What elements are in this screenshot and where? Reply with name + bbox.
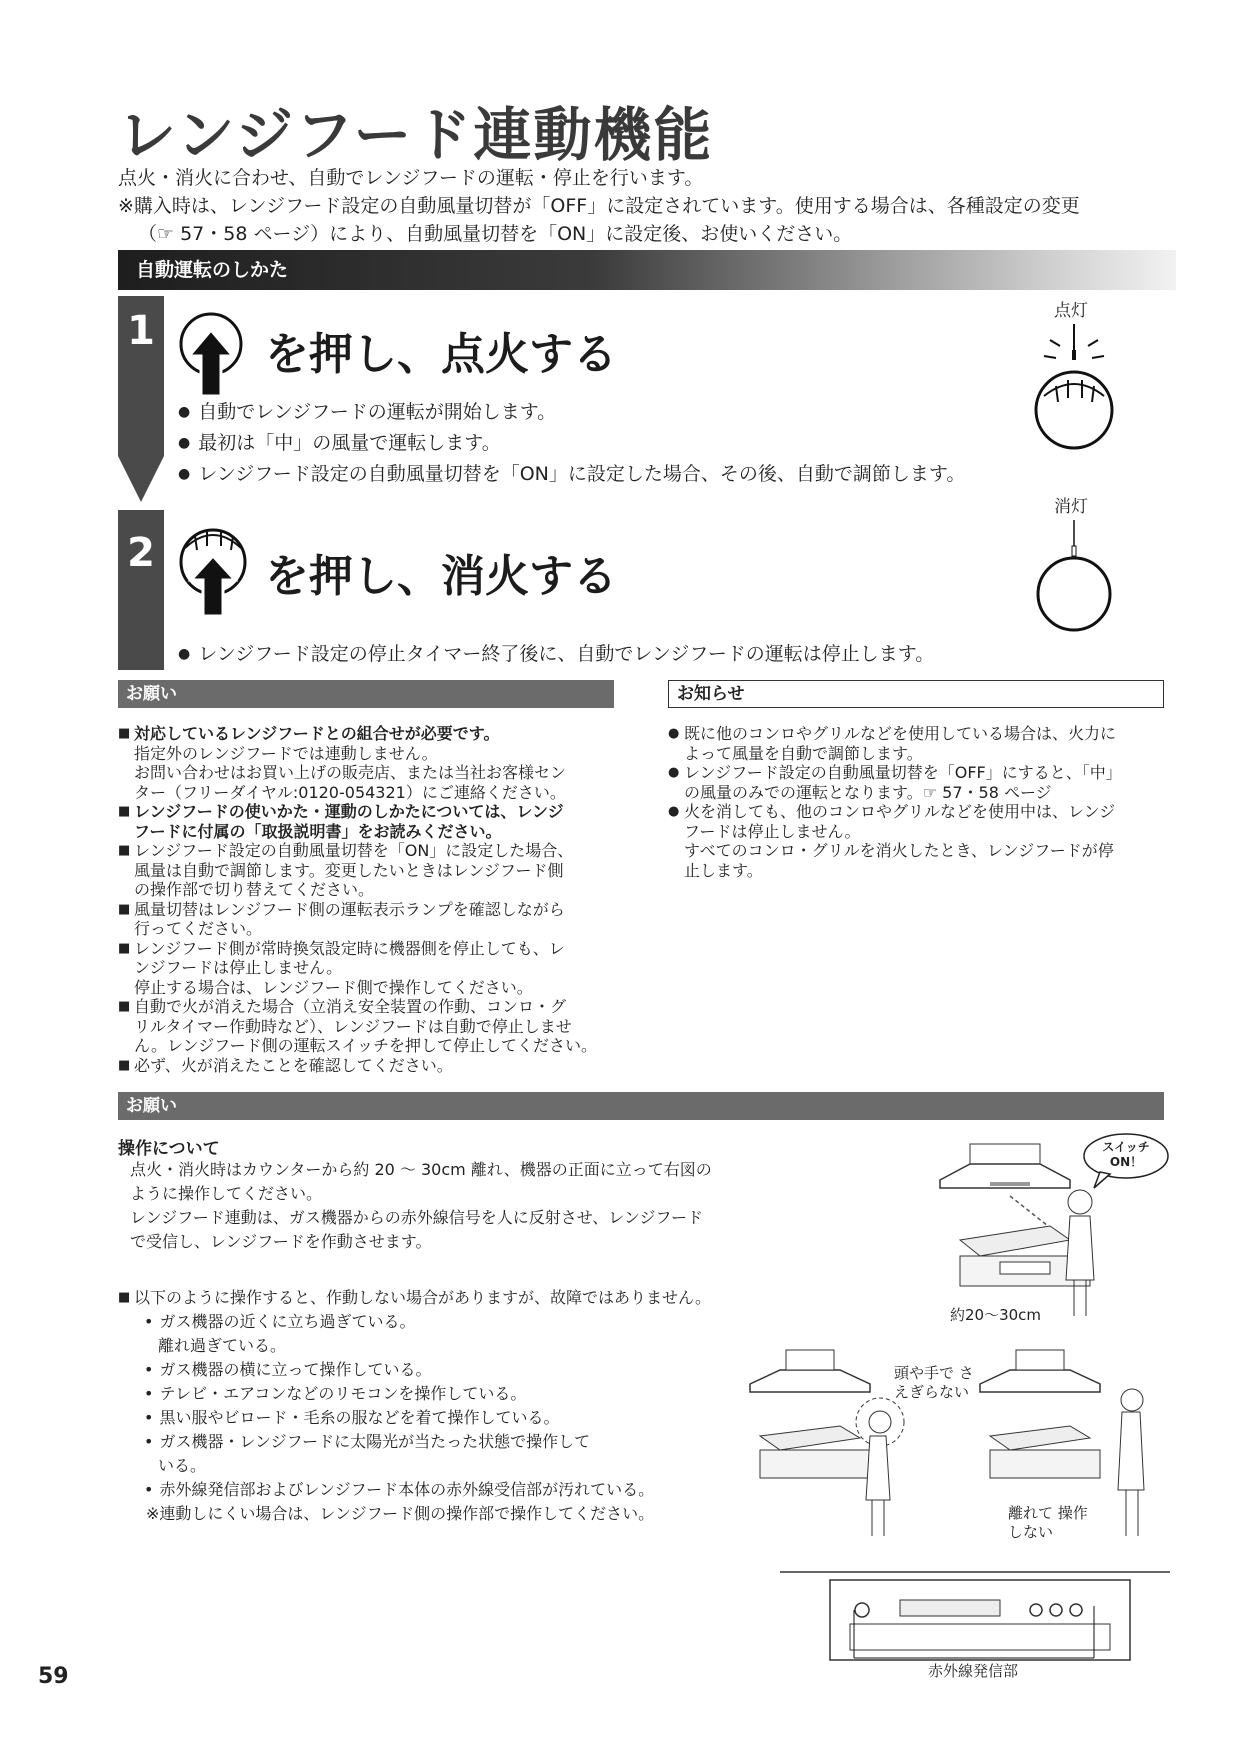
knob-unlit-icon — [1030, 516, 1120, 640]
note-line: ● レンジフード設定の自動風量切替を「OFF」にすると、「中」 — [668, 763, 1168, 783]
knob-lit-icon — [1030, 320, 1120, 464]
note-line: ■ レンジフードの使いかた・運動のしかたについては、レンジ — [118, 802, 618, 822]
note-line: ター（フリーダイヤル:0120-054321）にご連絡ください。 — [134, 782, 566, 802]
condition-item: • ガス機器の横に立って操作している。 — [144, 1358, 778, 1382]
condition-item: • 赤外線発信部およびレンジフード本体の赤外線受信部が汚れている。 — [144, 1478, 778, 1502]
intro-line: 点火・消火に合わせ、自動でレンジフードの運転・停止を行います。 — [118, 167, 704, 189]
note-line: 止します。 — [684, 860, 763, 880]
paragraph-line: 点火・消火時はカウンターから約 20 ～ 30cm 離れ、機器の正面に立って右図の — [130, 1160, 712, 1179]
note-line: ■ 必ず、火が消えたことを確認してください。 — [118, 1056, 618, 1076]
note-line: ■ 対応しているレンジフードとの組合せが必要です。 — [118, 724, 618, 744]
note-line: お問い合わせはお買い上げの販売店、または当社お客様セン — [134, 763, 567, 782]
warning-text — [118, 1286, 778, 1310]
paragraph-line: ように操作してください。 — [130, 1184, 323, 1203]
far-label: 離れて 操作しない — [1008, 1504, 1088, 1541]
condition-item: 離れ過ぎている。 — [158, 1336, 287, 1355]
step2-bullets — [178, 640, 934, 671]
step1-number: 1 — [127, 308, 155, 354]
intro-line: （☞ 57・58 ページ）により、自動風量切替を「ON」に設定後、お使いください。 — [138, 223, 853, 245]
list-item: ● レンジフード設定の停止タイマー終了後に、自動でレンジフードの運転は停止します。 — [178, 640, 934, 671]
note-line: の風量のみでの運転となります。☞ 57・58 ページ — [684, 782, 1052, 802]
onegai2-header: お願い — [118, 1092, 1164, 1120]
condition-item: • ガス機器の近くに立ち過ぎている。 — [144, 1310, 778, 1334]
operation-subtitle: 操作について — [118, 1139, 220, 1159]
knob-push-icon — [175, 518, 255, 622]
knob-push-icon — [175, 310, 255, 402]
note-line: フードは停止しません。 — [684, 821, 861, 841]
note-line: ■ 自動で火が消えた場合（立消え安全装置の作動、コンロ・グ — [118, 997, 618, 1017]
condition-item: • テレビ・エアコンなどのリモコンを操作している。 — [144, 1382, 778, 1406]
note-line: ■ レンジフード設定の自動風量切替を「ON」に設定した場合、 — [118, 841, 618, 861]
step2-bar — [118, 510, 164, 670]
step2-number: 2 — [127, 530, 155, 576]
knob-unlit-label: 消灯 — [1054, 497, 1088, 517]
note-line: 指定外のレンジフードでは連動しません。 — [134, 743, 438, 763]
warning-label: 以下のように操作すると、作動しない場合がありますが、故障ではありません。 — [134, 1288, 711, 1307]
knob-lit-label: 点灯 — [1054, 301, 1088, 321]
note-line: 停止する場合は、レンジフード側で操作してください。 — [134, 977, 533, 997]
square-bullet-icon: ■ — [118, 1290, 131, 1305]
page-number: 59 — [38, 1664, 69, 1689]
condition-item: • 黒い服やビロード・毛糸の服などを着て操作している。 — [144, 1406, 778, 1430]
note-line: 行ってください。 — [134, 919, 263, 938]
note-line: ■ 風量切替はレンジフード側の運転表示ランプを確認しながら — [118, 900, 618, 920]
note-line: ンジフードは停止しません。 — [134, 958, 343, 977]
note-line: ● 既に他のコンロやグリルなどを使用している場合は、火力に — [668, 724, 1168, 744]
note-line: ● 火を消しても、他のコンロやグリルなどを使用中は、レンジ — [668, 802, 1168, 822]
section-title: 自動運転のしかた — [118, 250, 1176, 290]
note-line: すべてのコンロ・グリルを消火したとき、レンジフードが停 — [684, 841, 1114, 860]
condition-item: • ガス機器・レンジフードに太陽光が当たった状態で操作して — [144, 1430, 778, 1454]
condition-note: ※連動しにくい場合は、レンジフード側の操作部で操作してください。 — [146, 1504, 655, 1523]
speech-text: スイッチ ON！ — [1102, 1140, 1150, 1169]
distance-label: 約20～30cm — [950, 1306, 1042, 1324]
step1-bullets — [178, 398, 965, 491]
oshirase-notes — [668, 724, 1168, 880]
page-title: レンジフード連動機能 — [118, 101, 714, 169]
list-item: ● 自動でレンジフードの運転が開始します。 — [178, 398, 965, 429]
list-item: ● レンジフード設定の自動風量切替を「ON」に設定した場合、その後、自動で調節します。 — [178, 460, 965, 491]
note-line: リルタイマー作動時など）、レンジフードは自動で停止しませ — [134, 1016, 572, 1036]
paragraph-line: レンジフード連動は、ガス機器からの赤外線信号を人に反射させ、レンジフード — [130, 1208, 703, 1227]
note-line: の操作部で切り替えてください。 — [134, 880, 375, 899]
operation-text — [130, 1158, 770, 1254]
note-line: ん。レンジフード側の運転スイッチを押して停止してください。 — [134, 1036, 598, 1055]
onegai-notes — [118, 724, 618, 1075]
blocked-label: 頭や手で さえぎらない — [894, 1364, 974, 1401]
note-line: フードに付属の「取扱説明書」をお読みください。 — [134, 821, 502, 841]
step2-heading: を押し、消火する — [265, 551, 617, 602]
step1-heading: を押し、点火する — [265, 329, 617, 380]
intro-line: ※購入時は、レンジフード設定の自動風量切替が「OFF」に設定されています。使用する場合は、各種設定の変更 — [118, 195, 1080, 217]
onegai-header: お願い — [118, 680, 614, 708]
note-line: 風量は自動で調節します。変更したいときはレンジフード側 — [134, 860, 564, 880]
receiver-label: 赤外線発信部 — [928, 1662, 1019, 1680]
list-item: ● 最初は「中」の風量で運転します。 — [178, 429, 965, 460]
oshirase-header: お知らせ — [668, 680, 1164, 708]
note-line: ■ レンジフード側が常時換気設定時に機器側を停止しても、レ — [118, 939, 618, 959]
conditions-block — [118, 1286, 778, 1526]
paragraph-line: で受信し、レンジフードを作動させます。 — [130, 1232, 432, 1251]
note-line: よって風量を自動で調節します。 — [684, 743, 923, 763]
condition-item: いる。 — [158, 1456, 207, 1475]
intro-text — [118, 164, 1178, 248]
